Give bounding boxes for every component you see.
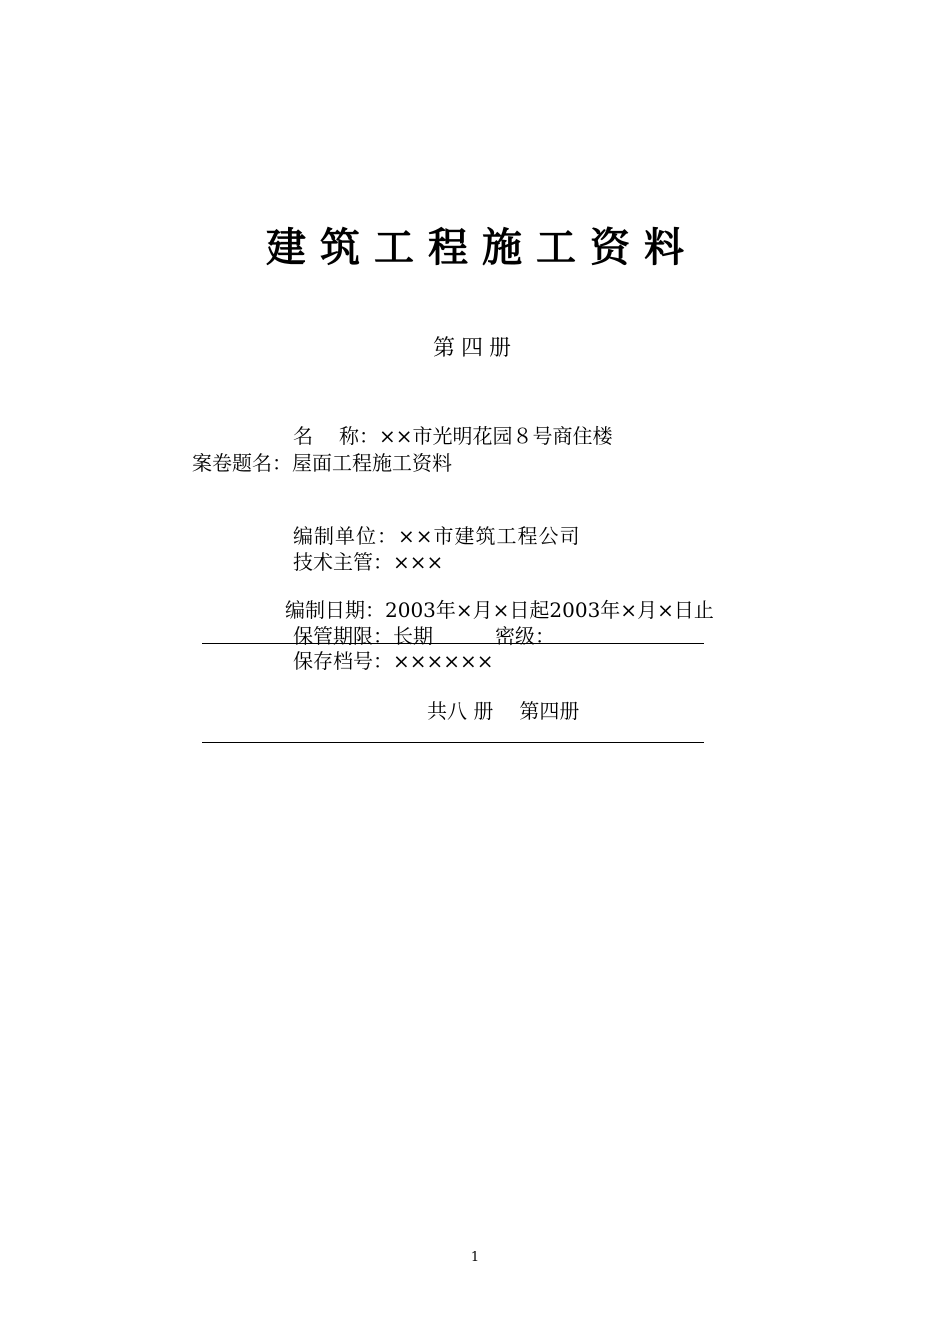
compile-date-value: 2003年×月×日起2003年×月×日止 (385, 598, 714, 622)
archive-number-label: 保存档号： (293, 649, 393, 673)
archive-number-row (293, 651, 494, 671)
lower-divider-line (202, 742, 704, 743)
case-title-label: 案卷题名： (192, 451, 292, 475)
current-volume-label: 第四册 (519, 699, 580, 723)
project-name-value: ××市光明花园８号商住楼 (379, 424, 613, 448)
upper-divider-line (202, 643, 704, 644)
document-title: 建筑工程施工资料 (266, 225, 698, 271)
compiling-unit-value: ××市建筑工程公司 (398, 524, 581, 548)
secrecy-label: 密级： (495, 624, 555, 648)
case-title-value: 屋面工程施工资料 (292, 451, 452, 475)
tech-supervisor-value: ××× (393, 550, 444, 574)
archive-number-value: ×××××× (393, 649, 494, 673)
volume-heading: 第四册 (432, 336, 517, 361)
retention-label: 保管期限： (293, 624, 393, 648)
total-volumes-label: 共八 册 (427, 699, 494, 723)
project-name-label: 名 称： (293, 424, 379, 448)
case-title-row (192, 453, 452, 473)
page-number: 1 (470, 1250, 480, 1265)
project-name-row (293, 426, 613, 446)
volume-count-row (427, 701, 579, 721)
tech-supervisor-label: 技术主管： (293, 550, 393, 574)
compiling-unit-label: 编制单位： (293, 524, 398, 548)
compiling-unit-row (293, 526, 581, 546)
compile-date-label: 编制日期： (285, 598, 385, 622)
tech-supervisor-row (293, 552, 443, 572)
compile-date-row (285, 600, 714, 620)
retention-value: 长期 (393, 624, 433, 648)
